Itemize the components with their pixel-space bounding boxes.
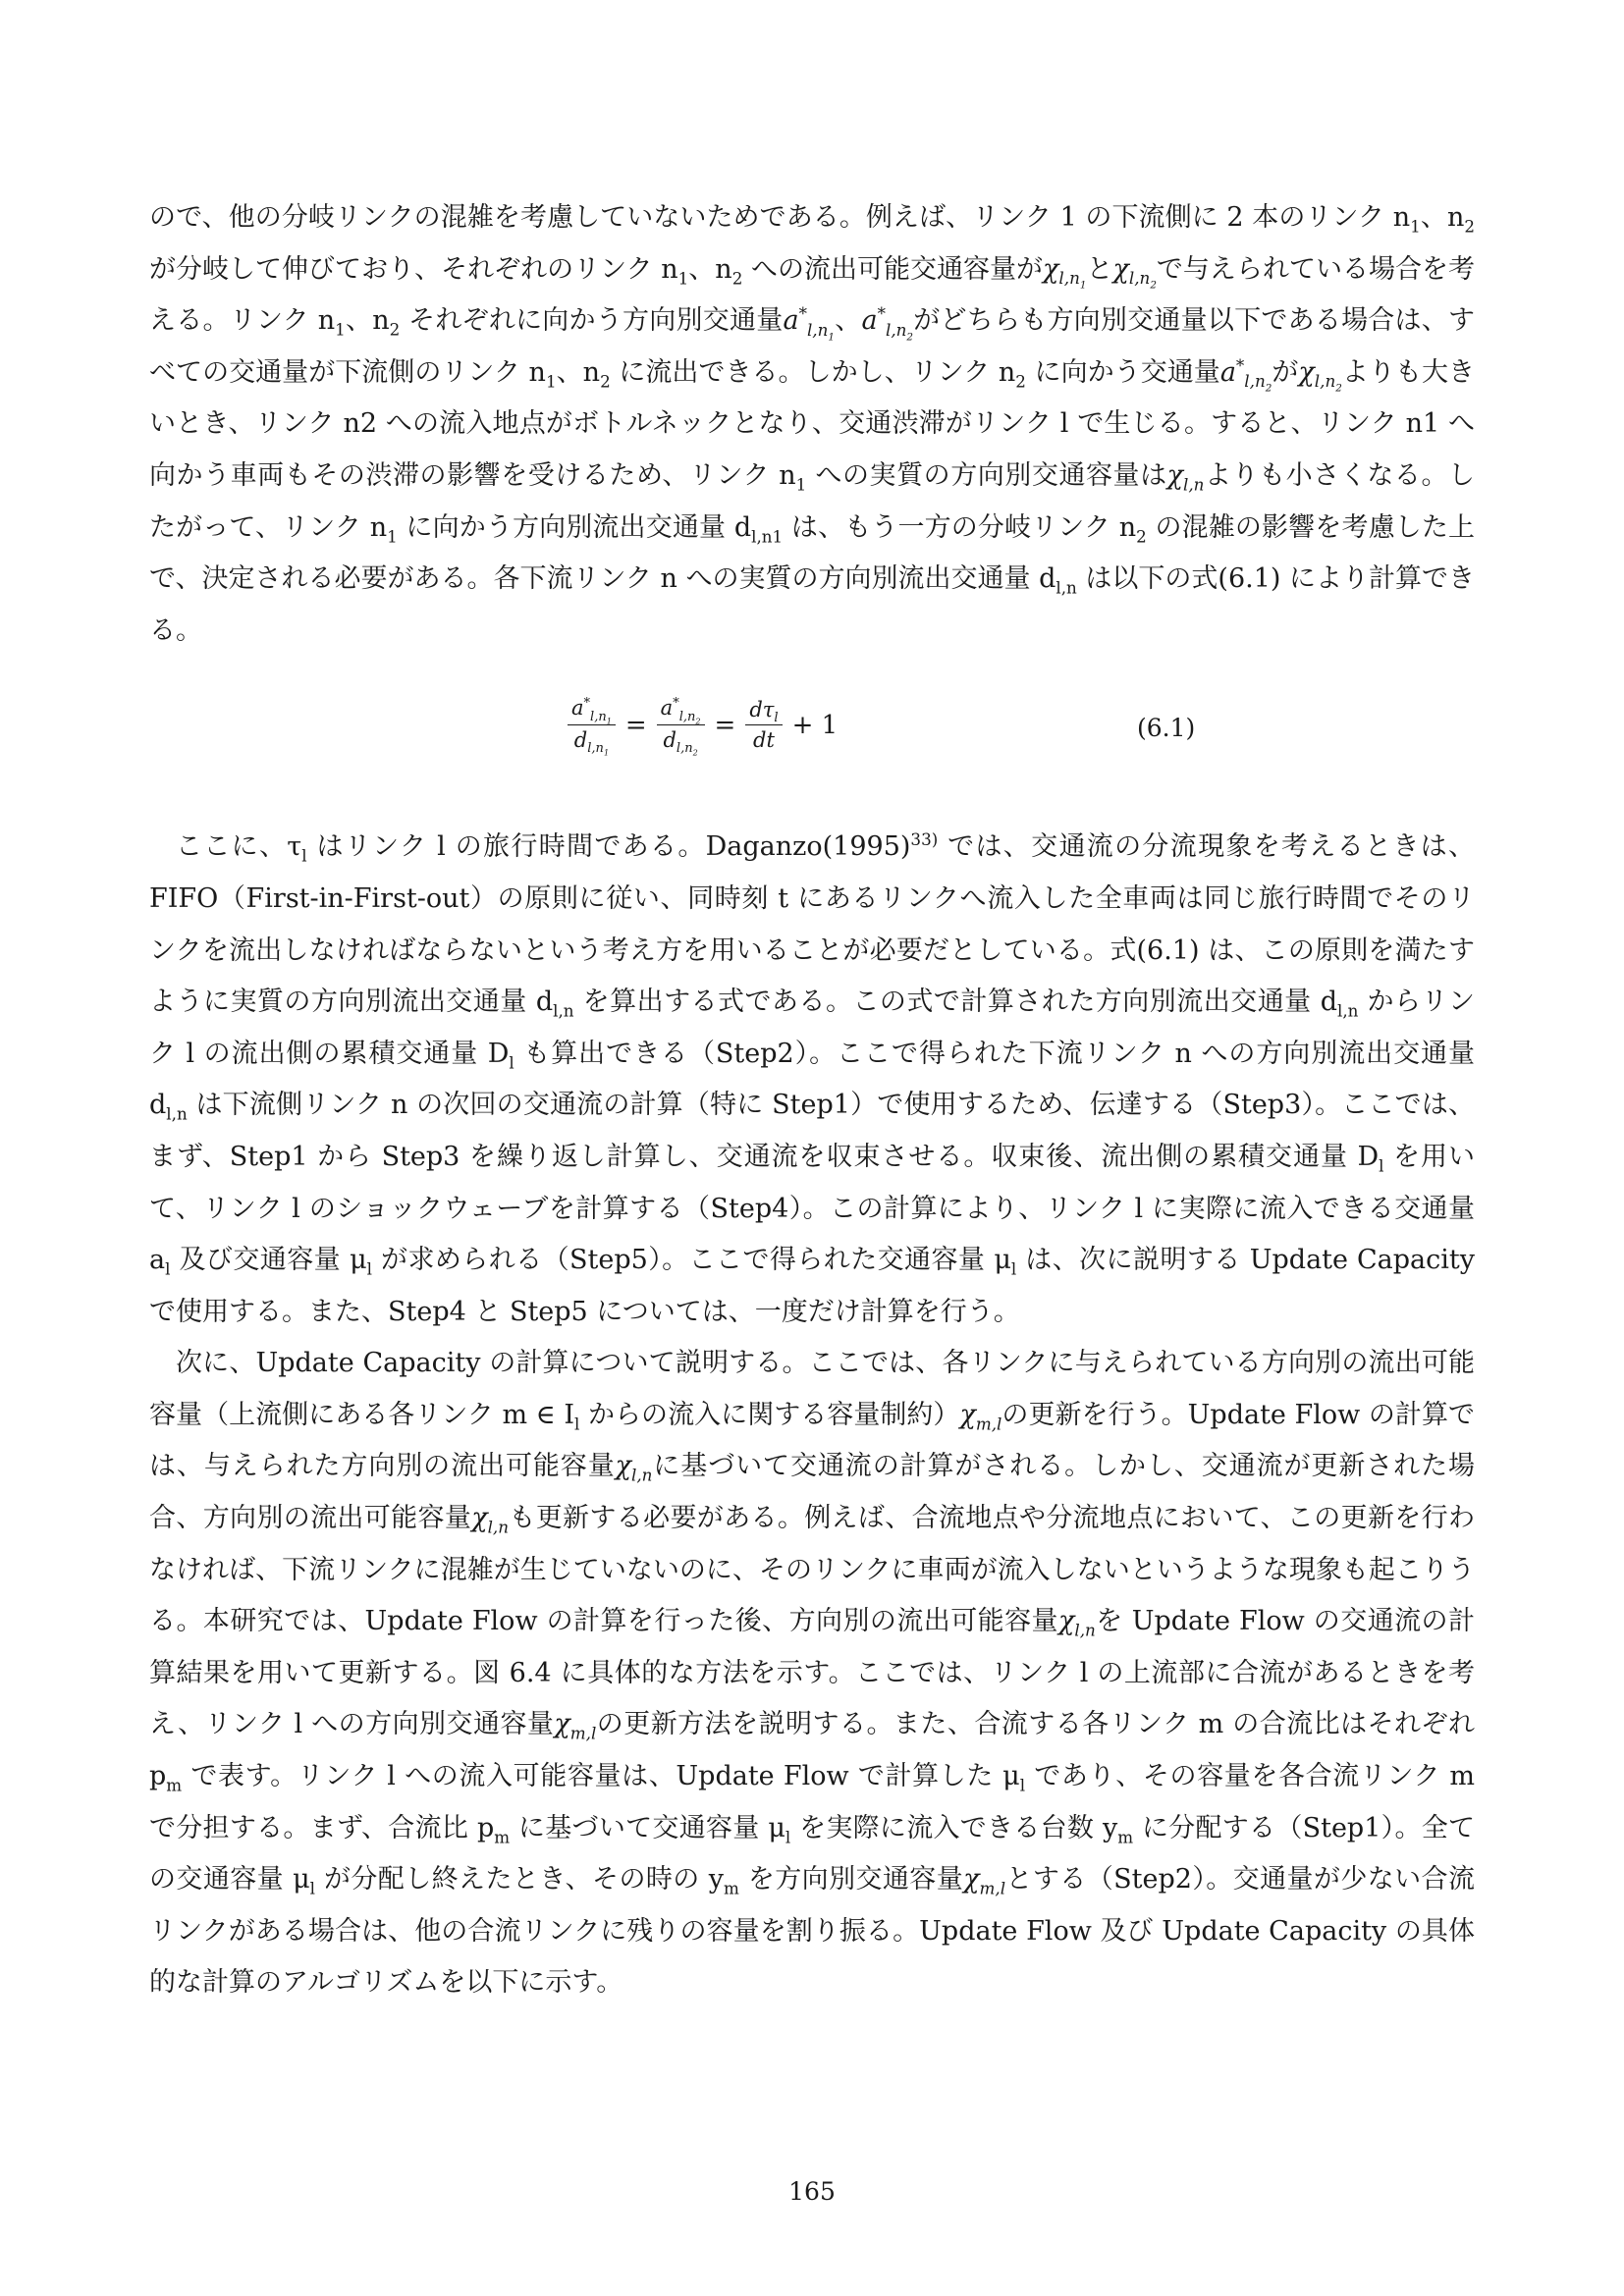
fraction-3: $\frac{d\tau_l}{dt}$ (745, 698, 782, 752)
citation-ref: 33) (910, 829, 939, 850)
equation-expression: $\frac{a^*_{l,n_1}}{d_{l,n_1}}$ = $\frac{a^*_{l,n_2}}{d_{l,n_2}}$ = $\frac{d\tau_l}{dt}$ + 1 (562, 696, 841, 754)
page-number: 165 (788, 2177, 836, 2206)
plus-one: + 1 (791, 710, 839, 740)
paragraph-1: ので、他の分岐リンクの混雑を考慮していないためである。例えば、リンク 1 の下流側に 2 本のリンク $n_1$、$n_2$ が分岐して伸びており、それぞれのリンク $n_1$、$n_2$ への流出可能交通容量が$\chi_{l,n_1}$と$\chi_{l,n_2}$で与えられている場合を考える。リンク $n_1$、$n_2$ それぞれに向かう方向別交通量$a^*_{l,n_1}$、$a^*_{l,n_2}$がどちらも方向別交通量以下である場合は、すべての交通量が下流側のリンク $n_1$、$n_2$ に流出できる。しかし、リンク $n_2$ に向かう交通量$a^*_{l,n_2}$が$\chi_{l,n_2}$よりも大きいとき、リンク n2 への流入地点がボトルネックとなり、交通渋滞がリンク l で生じる。すると、リンク n1 へ向かう車両もその渋滞の影響を受けるため、リンク $n_1$ への実質の方向別交通容量は$\chi_{l,n}$よりも小さくなる。したがって、リンク $n_1$ に向かう方向別流出交通量 $d_{l,n1}$ は、もう一方の分岐リンク $n_2$ の混雑の影響を考慮した上で、決定される必要がある。各下流リンク n への実質の方向別流出交通量 $d_{l,n}$ は以下の式(6.1) により計算できる。 (149, 202, 1476, 646)
fraction-2: $\frac{a^*_{l,n_2}}{d_{l,n_2}}$ (657, 696, 705, 754)
paragraph-3: 次に、Update Capacity の計算について説明する。ここでは、各リンクに与えられている方向別の流出可能容量（上流側にある各リンク m ∈ $I_l$ からの流入に関する容量制約）$\chi_{m,l}$の更新を行う。Update Flow の計算では、与えられた方向別の流出可能容量$\chi_{l,n}$に基づいて交通流の計算がされる。しかし、交通流が更新された場合、方向別の流出可能容量$\chi_{l,n}$も更新する必要がある。例えば、合流地点や分流地点において、この更新を行わなければ、下流リンクに混雑が生じていないのに、そのリンクに車両が流入しないというような現象も起こりうる。本研究では、Update Flow の計算を行った後、方向別の流出可能容量$\chi_{l,n}$を Update Flow の交通流の計算結果を用いて更新する。図 6.4 に具体的な方法を示す。ここでは、リンク l の上流部に合流があるときを考え、リンク l への方向別交通容量$\chi_{m,l}$の更新方法を説明する。また、合流する各リンク m の合流比はそれぞれ $p_m$ で表す。リンク l への流入可能容量は、Update Flow で計算した $\mu_l$ であり、その容量を各合流リンク m で分担する。まず、合流比 $p_m$ に基づいて交通容量 $\mu_l$ を実際に流入できる台数 $y_m$ に分配する（Step1）。全ての交通容量 $\mu_l$ が分配し終えたとき、その時の $y_m$ を方向別交通容量$\chi_{m,l}$とする（Step2）。交通量が少ない合流リンクがある場合は、他の合流リンクに残りの容量を割り振る。Update Flow 及び Update Capacity の具体的な計算のアルゴリズムを以下に示す。 (149, 1348, 1476, 1999)
paragraph-2: ここに、$\tau_l$ はリンク l の旅行時間である。Daganzo(1995)$^{33)}$ では、交通流の分流現象を考えるときは、FIFO（First-in-First-out）の原則に従い、同時刻 t にあるリンクへ流入した全車両は同じ旅行時間でそのリンクを流出しなければならないという考え方を用いることが必要だとしている。式(6.1) は、この原則を満たすように実質の方向別流出交通量 $d_{l,n}$ を算出する式である。この式で計算された方向別流出交通量 $d_{l,n}$ からリンク l の流出側の累積交通量 $D_l$ も算出できる（Step2）。ここで得られた下流リンク n への方向別流出交通量 $d_{l,n}$ は下流側リンク n の次回の交通流の計算（特に Step1）で使用するため、伝達する（Step3）。ここでは、まず、Step1 から Step3 を繰り返し計算し、交通流を収束させる。収束後、流出側の累積交通量 $D_l$ を用いて、リンク l のショックウェーブを計算する（Step4）。この計算により、リンク l に実際に流入できる交通量 $a_l$ 及び交通容量 $\mu_l$ が求められる（Step5）。ここで得られた交通容量 $\mu_l$ は、次に説明する Update Capacity で使用する。また、Step4 と Step5 については、一度だけ計算を行う。 (149, 829, 1476, 1327)
equation-6-1 (149, 657, 1475, 822)
fraction-1: $\frac{a^*_{l,n_1}}{d_{l,n_1}}$ (568, 696, 616, 754)
body-text (149, 192, 1475, 2009)
equation-number: (6.1) (1137, 714, 1196, 743)
